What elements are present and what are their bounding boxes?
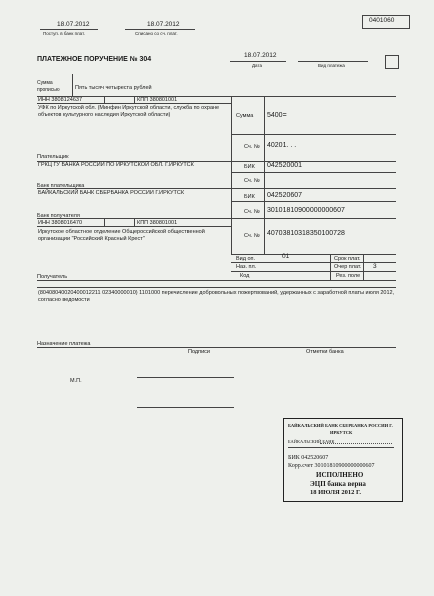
stamp-bik: БИК 042520607 — [288, 455, 329, 461]
payee-bank-bik: 042520607 — [267, 192, 303, 199]
payee-inn: ИНН 3808016470 — [38, 220, 83, 226]
stamp-date: 18 ИЮЛЯ 2012 Г. — [310, 489, 361, 496]
order-value: 3 — [373, 263, 377, 270]
order-label: Очер плат. — [334, 264, 362, 270]
received-date: 18.07.2012 — [57, 21, 90, 28]
payer-inn: ИНН 3808124637 — [38, 97, 83, 103]
stamp-ecp: ЭЦП банка верна — [310, 480, 366, 488]
code-label: Код — [240, 273, 250, 279]
payee-bank-name: БАЙКАЛЬСКИЙ БАНК СБЕРБАНКА РОССИИ Г.ИРКУТСК — [38, 190, 185, 196]
tax-line: (80408040020400012211 02340000010) 1101000 перечисление добровольных пожертвований, удержанных с заработной платы июля 2012, согласно ведомости — [38, 290, 395, 303]
date-label: Дата — [252, 63, 262, 68]
payee-kpp: КПП 380801001 — [137, 220, 178, 226]
payer-bank-name: ГРКЦ ГУ БАНКА РОССИИ ПО ИРКУТСКОЙ ОБЛ. Г.ИРКУТСК — [38, 162, 194, 168]
payee-name: Иркутское областное отделение Общероссийской общественной организации "Российский Красный Крест" — [38, 229, 205, 242]
payment-type-label: Вид платежа — [318, 63, 345, 68]
payer-bank-account-label: Сч. № — [244, 178, 260, 184]
page-title: ПЛАТЕЖНОЕ ПОРУЧЕНИЕ № 304 — [37, 56, 152, 63]
received-label: Поступ. в банк плат. — [43, 31, 85, 36]
stamp-line2: ИРКУТСК — [330, 430, 353, 435]
payer-account-label: Сч. № — [244, 144, 260, 150]
reserve-label: Рез. поле — [336, 273, 361, 279]
payee-bank-bik-label: БИК — [244, 194, 255, 200]
op-type: 01 — [282, 253, 290, 260]
stamp-line1: БАЙКАЛЬСКИЙ БАНК СБЕРБАНКА РОССИИ Г. — [288, 423, 393, 428]
bank-marks-label: Отметки банка — [306, 349, 344, 355]
sum-label: Сумма — [236, 113, 254, 119]
pay-term-label: Срок плат. — [334, 256, 361, 262]
payer-name: УФК по Иркутской обл. (Минфин Иркутской области, служба по охране объектов культурного наследия Иркутской области) — [38, 105, 220, 118]
sum-words-label: Сумма прописью — [37, 80, 60, 93]
purpose-code-label: Наз. пл. — [236, 264, 257, 270]
payer-bank-bik: 042520001 — [267, 162, 303, 169]
payee-bank-account: 30101810900000000607 — [267, 207, 345, 214]
debited-date: 18.07.2012 — [147, 21, 180, 28]
payee-label: Получатель — [37, 274, 68, 280]
purpose-title: Назначение платежа — [37, 341, 91, 347]
payer-label: Плательщик — [37, 154, 69, 160]
sum-value: 5400= — [267, 112, 287, 119]
stamp-line3: БАЙКАЛЬСКИЙ БАНК — [288, 439, 335, 444]
sum-words: Пять тысяч четыреста рублей — [75, 85, 152, 91]
payee-bank-account-label: Сч. № — [244, 209, 260, 215]
payer-account: 40201. . . — [267, 142, 297, 149]
payee-account-label: Сч. № — [244, 233, 260, 239]
payee-bank-label: Банк получателя — [37, 213, 80, 219]
stamp-corr: Корр.счет 30101810900000000607 — [288, 463, 375, 469]
form-code: 0401060 — [369, 17, 395, 24]
payer-bank-bik-label: БИК — [244, 164, 255, 170]
payer-kpp: КПП 380801001 — [137, 97, 178, 103]
op-type-label: Вид оп. — [236, 256, 256, 262]
mp-label: М.П. — [70, 378, 82, 384]
checkbox-square — [385, 55, 399, 69]
payee-account: 40703810318350100728 — [267, 230, 345, 237]
stamp-done: ИСПОЛНЕНО — [316, 471, 364, 479]
debited-label: Списано со сч. плат. — [135, 31, 178, 36]
signatures-label: Подписи — [188, 349, 210, 355]
order-date: 18.07.2012 — [244, 52, 277, 59]
payer-bank-label: Банк плательщика — [37, 183, 85, 189]
